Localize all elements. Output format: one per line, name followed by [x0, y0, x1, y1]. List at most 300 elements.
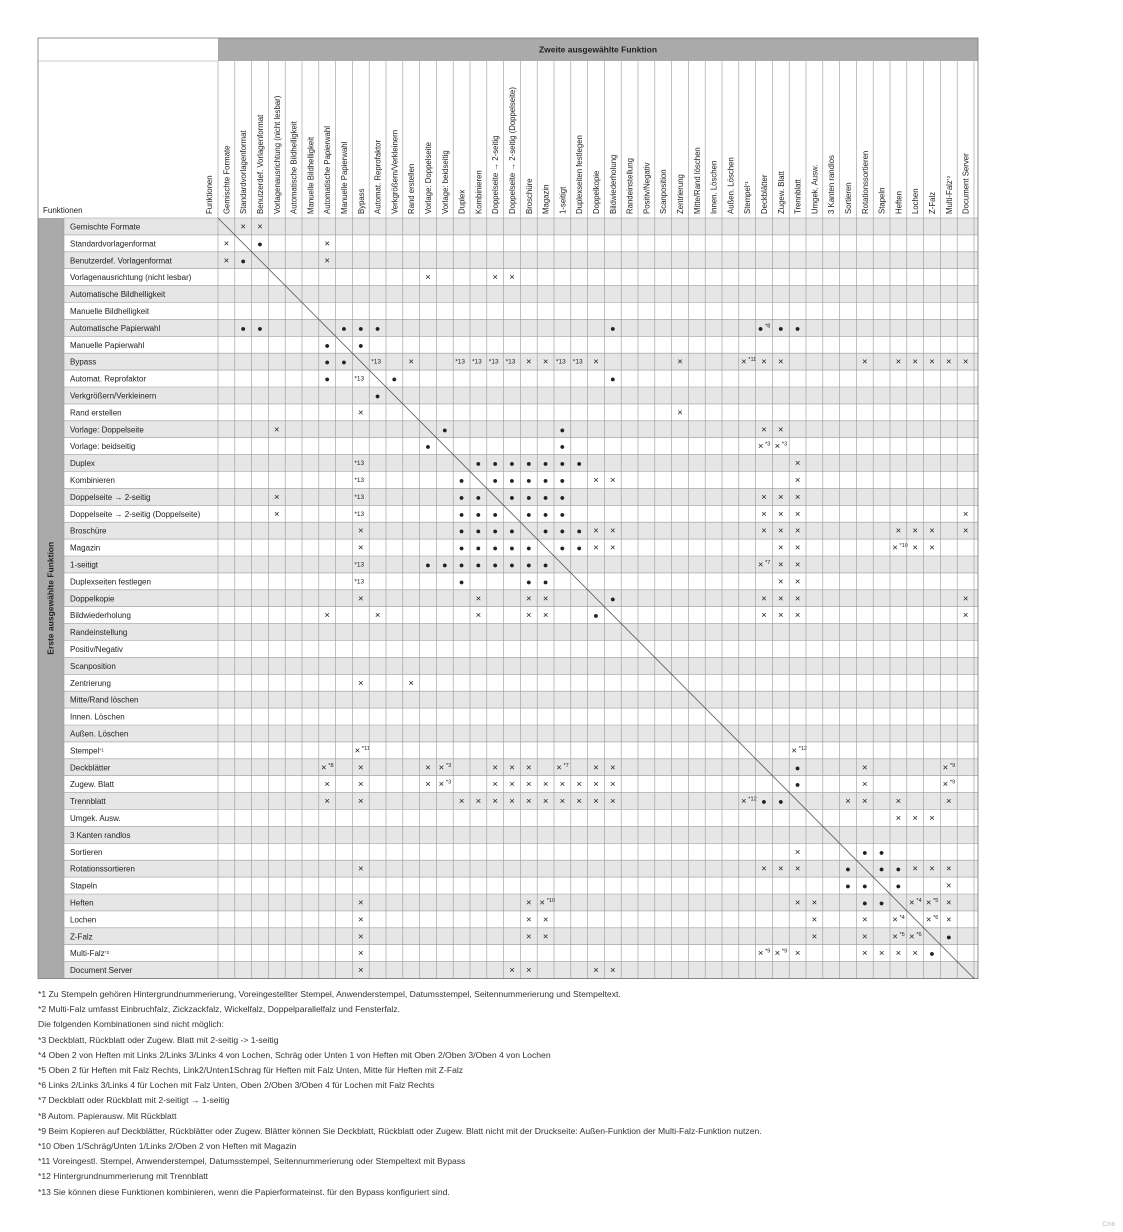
cell-mark: × [610, 542, 616, 554]
cell-mark: × [408, 677, 414, 689]
cell-mark: × [862, 356, 868, 368]
cell-mark: × [774, 948, 781, 960]
cell-mark: × [358, 525, 364, 537]
cell-mark: × [593, 525, 599, 537]
row-label: Kombinieren [70, 475, 115, 485]
row-stripe [64, 286, 978, 303]
column-label: Bypass [356, 188, 366, 214]
cell-mark: ● [559, 475, 566, 486]
cell-mark: ● [593, 610, 599, 621]
column-label: Kombinieren [474, 170, 484, 214]
cell-mark: ● [878, 897, 885, 908]
row-label: Lochen [70, 915, 97, 925]
cell-mark: × [778, 491, 784, 503]
cell-mark: × [794, 576, 801, 588]
row-label: Positiv/Negativ [70, 644, 123, 654]
cell-mark: ● [240, 323, 246, 334]
cell-mark: × [458, 796, 465, 808]
row-stripe [64, 894, 978, 911]
cell-mark: × [925, 914, 932, 926]
cell-note: *7 [563, 762, 569, 769]
row-stripe [64, 421, 978, 438]
cell-mark: × [912, 812, 918, 824]
cell-mark: × [526, 779, 532, 791]
cell-mark: × [778, 593, 784, 605]
cell-mark: ● [610, 323, 616, 334]
row-label: Manuelle Papierwahl [70, 340, 145, 350]
functions-column-label: Funktionen [205, 175, 214, 214]
cell-mark: × [509, 272, 515, 284]
column-label: Trennblatt [793, 179, 803, 214]
cell-mark: × [929, 525, 935, 537]
cell-mark: × [438, 779, 445, 791]
row-label: Automat. Reprofaktor [70, 374, 147, 384]
cell-mark: ● [341, 323, 347, 334]
footnote: *3 Deckblatt, Rückblatt oder Zugew. Blatt mit 2-seitig -> 1-seitig [38, 1034, 279, 1045]
column-label: 1-seitigt [558, 186, 568, 214]
cell-mark: × [358, 897, 364, 909]
cell-mark: ● [845, 881, 851, 892]
row-stripe [64, 860, 978, 877]
cell-mark: × [794, 897, 801, 909]
cell-mark: × [358, 948, 364, 960]
row-label: 1-seitigt [70, 560, 99, 570]
corner-mark: Cmb [1102, 1222, 1115, 1228]
cell-mark: × [946, 880, 952, 892]
row-label: 3 Kanten randlos [70, 830, 131, 840]
cell-mark: × [778, 576, 784, 588]
cell-mark: × [929, 542, 935, 554]
cell-mark: × [593, 474, 599, 486]
cell-mark: ● [458, 576, 465, 587]
row-label: Rotationssortieren [70, 864, 135, 874]
cell-mark: × [794, 863, 801, 875]
cell-mark: × [862, 779, 868, 791]
row-stripe [64, 252, 978, 269]
cell-mark: × [794, 508, 801, 520]
row-label: Manuelle Bildhelligkeit [70, 306, 150, 316]
row-label: Doppelseite → 2-seitig (Doppelseite) [70, 509, 201, 519]
column-label: Doppelkopie [592, 170, 601, 214]
cell-note: *6 [933, 914, 939, 921]
cell-mark: × [475, 593, 482, 605]
cell-mark: × [257, 221, 263, 233]
cell-mark: × [757, 948, 764, 960]
cell-mark: × [909, 897, 915, 909]
cell-mark: × [946, 914, 952, 926]
cell-mark: ● [794, 323, 801, 334]
cell-mark: ● [509, 526, 515, 537]
cell-mark: × [794, 491, 801, 503]
cell-mark: ● [878, 847, 885, 858]
cell-mark: × [946, 897, 952, 909]
cell-mark: ● [794, 762, 801, 773]
cell-mark: ● [475, 458, 482, 469]
column-label: Duplex [457, 189, 467, 214]
cell-mark: × [862, 762, 868, 774]
cell-mark: × [794, 593, 801, 605]
column-label: Sortieren [844, 182, 853, 214]
cell-note: *11 [748, 357, 757, 364]
cell-note: *5 [899, 931, 905, 938]
cell-note: *13 [354, 460, 365, 468]
footnote: *10 Oben 1/Schräg/Unten 1/Links 2/Oben 2 von Heften mit Magazin [38, 1141, 297, 1152]
cell-mark: × [794, 846, 801, 858]
row-label: Rand erstellen [70, 408, 122, 418]
column-label: Vorlage: Doppelseite [424, 142, 433, 214]
cell-note: *13 [371, 358, 381, 366]
row-label: Scanposition [70, 661, 116, 671]
cell-mark: × [509, 796, 515, 808]
column-label: Verkgrößern/Verkleinern [390, 129, 400, 214]
cell-mark: ● [576, 458, 582, 469]
cell-mark: × [358, 931, 364, 943]
cell-mark: ● [526, 458, 532, 469]
row-label: Broschüre [70, 526, 107, 536]
cell-mark: ● [862, 847, 868, 858]
row-label: Stempel$^{*1}$ [70, 746, 104, 756]
cell-mark: × [358, 762, 364, 774]
cell-note: *9 [781, 948, 788, 955]
cell-mark: ● [559, 526, 566, 537]
cell-note: *13 [354, 561, 365, 569]
cell-mark: ● [458, 475, 465, 486]
cell-mark: ● [475, 559, 482, 570]
cell-mark: × [358, 863, 364, 875]
cell-mark: ● [542, 492, 549, 503]
cell-mark: × [925, 897, 932, 909]
cell-note: *12 [748, 796, 757, 803]
cell-mark: × [845, 796, 851, 808]
column-label: Positiv/Negativ [642, 162, 652, 214]
cell-mark: ● [946, 931, 952, 942]
row-label: Automatische Bildhelligkeit [70, 290, 166, 300]
cell-mark: × [610, 474, 616, 486]
cell-note: *3 [781, 441, 788, 448]
cell-mark: × [912, 356, 918, 368]
cell-mark: × [358, 407, 364, 419]
cell-mark: × [354, 745, 361, 757]
cell-mark: ● [257, 238, 263, 249]
row-label: Zentrierung [70, 678, 111, 688]
cell-mark: × [542, 610, 549, 622]
cell-note: *9 [949, 762, 956, 769]
cell-mark: × [324, 238, 330, 250]
cell-mark: ● [895, 881, 902, 892]
cell-mark: ● [492, 458, 498, 469]
cell-mark: × [778, 525, 784, 537]
cell-mark: × [892, 914, 898, 926]
cell-mark: × [425, 762, 431, 774]
row-label: Vorlage: beidseitig [70, 442, 136, 452]
cell-mark: × [811, 914, 818, 926]
cell-mark: ● [559, 492, 566, 503]
column-label: Multi-Falz$^{*2}$ [944, 175, 954, 214]
cell-mark: × [761, 424, 767, 436]
corner-label: Funktionen [43, 206, 83, 215]
cell-note: *8 [328, 762, 334, 769]
cell-mark: × [576, 779, 582, 791]
cell-mark: × [862, 931, 868, 943]
column-label: Automat. Reprofaktor [373, 139, 383, 214]
cell-note: *13 [572, 358, 583, 366]
cell-mark: × [929, 356, 935, 368]
top-header-label: Zweite ausgewählte Funktion [538, 44, 658, 55]
row-label: Z-Falz [70, 932, 93, 942]
cell-mark: × [895, 525, 902, 537]
cell-mark: × [526, 796, 532, 808]
row-stripe [64, 691, 978, 708]
cell-mark: × [576, 796, 582, 808]
row-label: Umgek. Ausw. [70, 813, 121, 823]
footnotes [38, 987, 1078, 1200]
row-label: Bypass [70, 357, 97, 367]
cell-mark: × [892, 931, 898, 943]
column-label: Duplexseiten festlegen [575, 135, 585, 214]
cell-mark: ● [509, 475, 515, 486]
footnote: *8 Autom. Papierausw. Mit Rückblatt [38, 1110, 177, 1121]
cell-mark: ● [458, 559, 465, 570]
column-label: Innen. Löschen [709, 160, 719, 214]
cell-mark: × [593, 965, 599, 977]
cell-mark: ● [610, 593, 616, 604]
footnote: *2 Multi-Falz umfasst Einbruchfalz, Zickzackfalz, Wickelfalz, Doppelparallelfalz und Fensterfalz. [38, 1004, 401, 1015]
column-label: Benutzerdef. Vorlagenformat [256, 114, 265, 214]
cell-mark: × [761, 491, 767, 503]
cell-mark: ● [576, 543, 582, 554]
cell-mark: × [492, 272, 498, 284]
cell-mark: × [358, 965, 364, 977]
cell-mark: × [425, 779, 431, 791]
cell-mark: ● [257, 323, 263, 334]
row-label: Bildwiederholung [70, 611, 131, 621]
cell-mark: ● [458, 526, 465, 537]
cell-note: *13 [472, 358, 482, 366]
cell-mark: × [895, 948, 902, 960]
cell-mark: ● [542, 475, 549, 486]
cell-mark: × [475, 796, 482, 808]
cell-mark: × [526, 897, 532, 909]
column-label: Standardvorlagenformat [239, 130, 249, 214]
cell-mark: ● [509, 492, 515, 503]
cell-mark: × [929, 863, 935, 875]
cell-mark: × [761, 610, 767, 622]
cell-mark: ● [559, 458, 566, 469]
footnote: *9 Beim Kopieren auf Deckblätter, Rückblätter oder Zugew. Blätter können Sie Deckblatt, Rückblatt oder Zugew. Blatt nicht mit der Druckseite: Außen-Funktion der Multi-Falz-Funktion nutzen. [38, 1125, 762, 1136]
cell-mark: × [526, 965, 532, 977]
cell-mark: ● [542, 458, 549, 469]
cell-mark: × [526, 931, 532, 943]
cell-mark: × [778, 542, 784, 554]
cell-mark: ● [526, 543, 532, 554]
cell-mark: × [274, 491, 280, 503]
cell-mark: × [475, 610, 482, 622]
cell-mark: × [778, 863, 784, 875]
cell-mark: × [895, 796, 902, 808]
cell-mark: × [358, 796, 364, 808]
cell-mark: ● [458, 492, 465, 503]
cell-note: *4 [899, 914, 905, 921]
cell-mark: × [962, 610, 969, 622]
cell-mark: × [895, 356, 902, 368]
row-label: Deckblätter [70, 763, 111, 773]
column-label: Broschüre [524, 178, 534, 214]
column-label: Manuelle Papierwahl [340, 141, 349, 214]
cell-mark: ● [324, 340, 330, 351]
row-label: Innen. Löschen [70, 712, 125, 722]
row-stripe [64, 962, 978, 979]
cell-mark: × [240, 221, 246, 233]
cell-note: *13 [556, 358, 566, 366]
column-label: Automatische Papierwahl [323, 126, 333, 214]
cell-mark: × [593, 356, 599, 368]
cell-mark: ● [509, 458, 515, 469]
cell-mark: ● [324, 374, 330, 385]
cell-mark: × [761, 863, 767, 875]
row-stripe [64, 488, 978, 505]
footnote: *4 Oben 2 von Heften mit Links 2/Links 3/Links 4 von Lochen, Schräg oder Unten 1 von Heften mit Oben 2/Oben 3/Oben 4 von Lochen [38, 1049, 551, 1060]
footnote: *7 Deckblatt oder Rückblatt mit 2-seitigt → 1-seitig [38, 1095, 230, 1106]
cell-note: *13 [354, 510, 365, 518]
column-label: Lochen [911, 188, 921, 214]
row-stripe [64, 455, 978, 472]
cell-mark: × [358, 677, 364, 689]
cell-mark: × [274, 508, 280, 520]
cell-mark: × [761, 356, 767, 368]
row-label: Automatische Papierwahl [70, 323, 161, 333]
cell-mark: × [223, 238, 230, 250]
cell-mark: × [610, 796, 616, 808]
cell-mark: × [794, 458, 801, 470]
row-stripe [64, 928, 978, 945]
cell-note: *13 [354, 493, 365, 501]
cell-mark: ● [492, 526, 498, 537]
cell-mark: × [778, 356, 784, 368]
cell-note: *5 [933, 897, 939, 904]
cell-note: *6 [916, 931, 922, 938]
row-stripe [64, 759, 978, 776]
cell-mark: ● [475, 543, 482, 554]
cell-mark: ● [324, 357, 330, 368]
cell-mark: × [794, 542, 801, 554]
cell-mark: ● [862, 897, 868, 908]
cell-mark: ● [794, 779, 801, 790]
cell-mark: × [962, 593, 969, 605]
cell-mark: × [677, 356, 683, 368]
row-label: Sortieren [70, 847, 103, 857]
cell-mark: ● [526, 475, 532, 486]
cell-mark: × [794, 948, 801, 960]
cell-note: *4 [916, 897, 922, 904]
cell-mark: × [509, 779, 515, 791]
cell-mark: ● [878, 864, 885, 875]
cell-mark: × [757, 441, 764, 453]
cell-mark: × [741, 356, 747, 368]
cell-mark: × [912, 948, 918, 960]
cell-mark: × [761, 508, 767, 520]
cell-mark: ● [559, 424, 566, 435]
footnote: *5 Oben 2 für Heften mit Falz Rechts, Link2/Unten1Schrag für Heften mit Falz Unten, Mitte für Heften mit Z-Falz [38, 1065, 464, 1076]
cell-mark: × [757, 559, 764, 571]
column-label: Mitte/Rand löschen [692, 147, 702, 214]
cell-mark: × [593, 542, 599, 554]
cell-mark: ● [526, 492, 532, 503]
column-label: Bildwiederholung [608, 154, 618, 214]
cell-mark: × [324, 255, 330, 267]
cell-mark: × [761, 525, 767, 537]
cell-note: *13 [505, 358, 516, 366]
cell-mark: ● [442, 559, 448, 570]
cell-mark: × [610, 779, 616, 791]
cell-mark: × [539, 897, 545, 909]
column-label: Doppelseite → 2-seitig [491, 135, 501, 214]
cell-mark: × [778, 424, 784, 436]
cell-mark: × [358, 914, 364, 926]
column-label: Zentrierung [676, 174, 685, 214]
cell-mark: ● [862, 881, 868, 892]
cell-mark: × [962, 508, 969, 520]
cell-mark: ● [559, 509, 566, 520]
cell-mark: ● [475, 526, 482, 537]
cell-mark: × [559, 779, 566, 791]
cell-mark: ● [458, 543, 465, 554]
cell-note: *11 [361, 745, 370, 752]
row-label: Duplexseiten festlegen [70, 577, 151, 587]
column-label: Scanposition [659, 169, 669, 214]
cell-mark: × [942, 779, 949, 791]
cell-mark: × [892, 542, 898, 554]
cell-mark: ● [374, 390, 381, 401]
cell-note: *13 [354, 375, 365, 383]
cell-mark: ● [358, 340, 364, 351]
row-label: Duplex [70, 459, 95, 469]
column-label: Rotationssortieren [860, 150, 870, 214]
row-label: Multi-Falz$^{*2}$ [70, 949, 110, 959]
cell-mark: × [593, 762, 599, 774]
row-stripe [64, 793, 978, 810]
cell-mark: ● [559, 543, 566, 554]
side-header-label: Erste ausgewählte Funktion [45, 541, 56, 655]
row-label: Standardvorlagenformat [70, 239, 156, 249]
column-label: Vorlage: beidseitig [440, 150, 450, 214]
row-label: Zugew. Blatt [70, 780, 115, 790]
cell-mark: × [526, 762, 532, 774]
cell-mark: × [492, 762, 498, 774]
column-label: Doppelseite → 2-seitig (Doppelseite) [508, 87, 517, 214]
cell-mark: × [912, 525, 918, 537]
cell-mark: × [509, 762, 515, 774]
cell-mark: × [526, 610, 532, 622]
column-label: Magazin [541, 184, 551, 214]
row-label: Trennblatt [70, 797, 106, 807]
cell-mark: × [895, 812, 902, 824]
cell-mark: × [912, 542, 918, 554]
row-label: Magazin [70, 543, 101, 553]
cell-mark: × [677, 407, 683, 419]
row-label: Gemischte Formate [70, 222, 141, 232]
column-label: 3 Kanten randlos [827, 155, 837, 214]
cell-mark: × [610, 965, 616, 977]
cell-note: *9 [949, 779, 956, 786]
cell-mark: × [774, 441, 781, 453]
cell-mark: × [425, 272, 431, 284]
cell-note: *10 [899, 543, 908, 550]
column-label: Umgek. Ausw. [810, 164, 820, 214]
cell-mark: × [321, 762, 327, 774]
row-stripe [64, 725, 978, 742]
row-label: Verkgrößern/Verkleinern [70, 391, 157, 401]
cell-mark: ● [610, 374, 616, 385]
